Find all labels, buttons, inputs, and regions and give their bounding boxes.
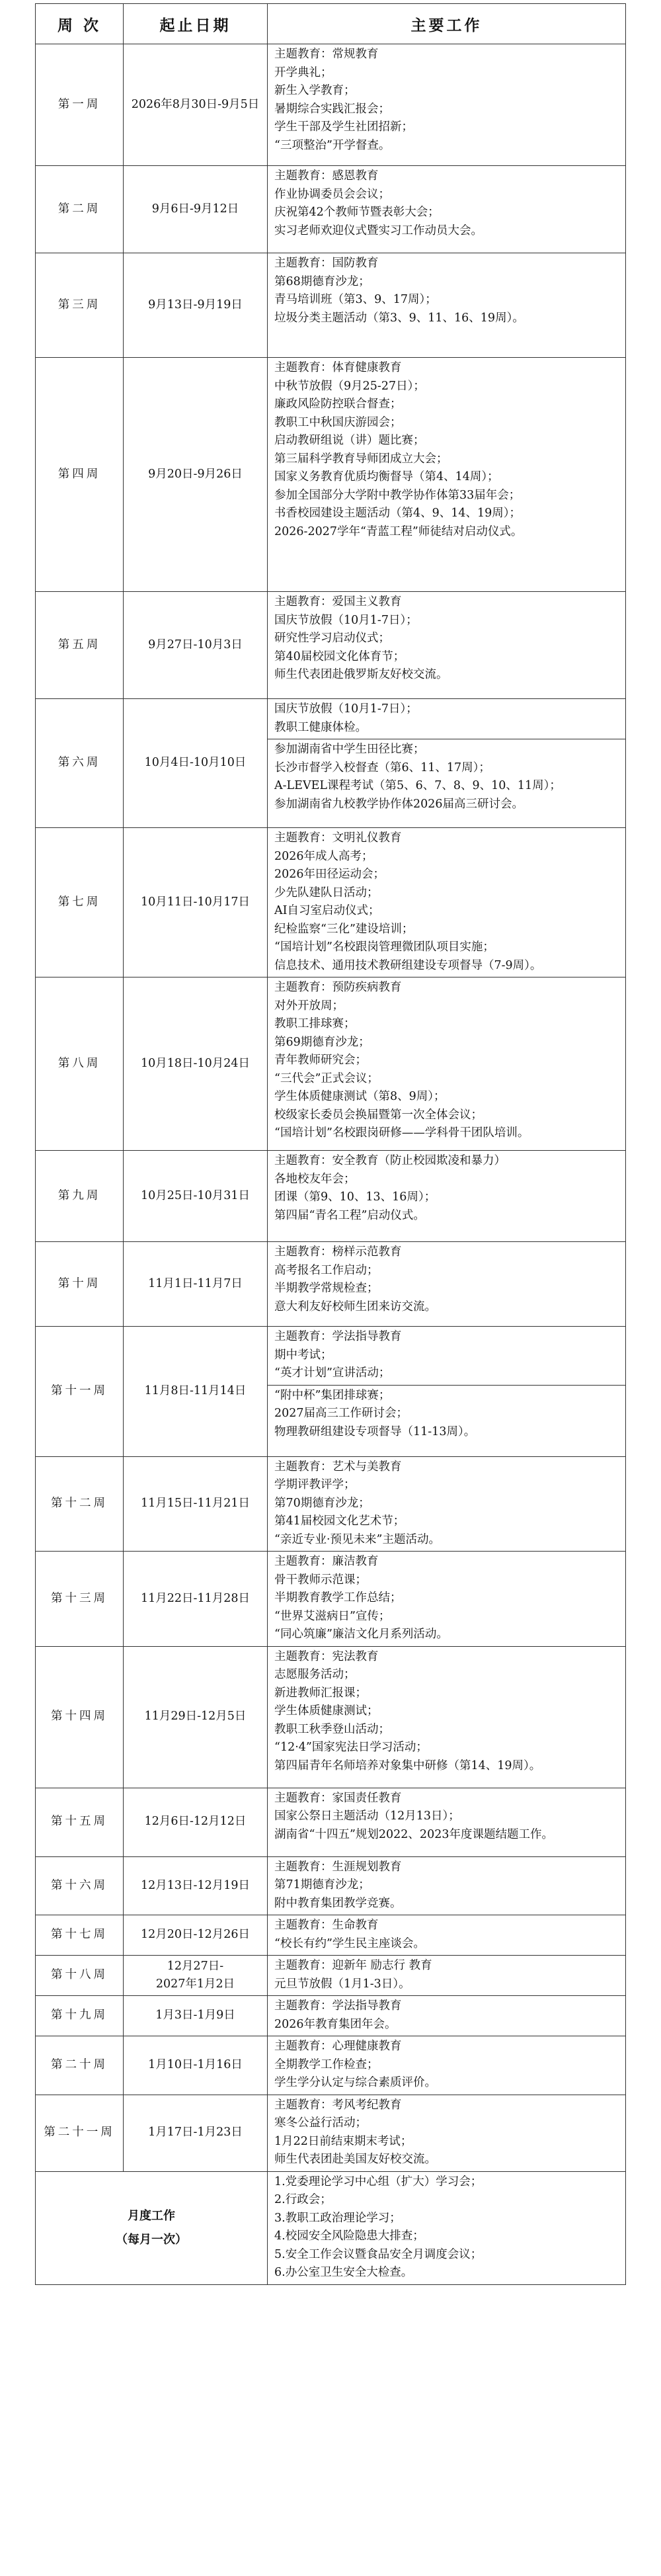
work-cell bbox=[268, 1456, 626, 1552]
work-item: 第68期德育沙龙； bbox=[274, 274, 370, 288]
work-cell bbox=[268, 592, 626, 699]
date-range: 11月8日-11月14日 bbox=[144, 1384, 247, 1397]
date-range: 11月1日-11月7日 bbox=[148, 1276, 243, 1290]
work-item: 1月22日前结束期末考试； bbox=[274, 2134, 412, 2148]
date-cell bbox=[124, 1856, 268, 1915]
schedule-row bbox=[36, 1151, 626, 1242]
work-item: 3.教职工政治理论学习； bbox=[274, 2211, 401, 2225]
schedule-row bbox=[36, 2036, 626, 2095]
work-item: 主题教育：考风考纪教育 bbox=[274, 2098, 402, 2112]
week-cell bbox=[36, 253, 124, 358]
work-item: 骨干教师示范课； bbox=[274, 1573, 367, 1587]
work-item: 第四届“青名工程”启动仪式。 bbox=[274, 1208, 425, 1222]
work-cell bbox=[268, 1646, 626, 1788]
date-range: 11月22日-11月28日 bbox=[141, 1591, 250, 1605]
work-item: 学期评教评学； bbox=[274, 1478, 356, 1491]
work-item: 中秋节放假（9月25-27日）； bbox=[274, 379, 425, 393]
work-item: 庆祝第42个教师节暨表彰大会； bbox=[274, 206, 440, 219]
date-range: 9月6日-9月12日 bbox=[151, 202, 239, 216]
week-cell bbox=[36, 1552, 124, 1647]
work-item: 教职工排球赛； bbox=[274, 1017, 356, 1030]
work-item: 对外开放周； bbox=[274, 999, 344, 1013]
date-cell bbox=[124, 592, 268, 699]
week-cell bbox=[36, 1242, 124, 1327]
work-item: 研究性学习启动仪式； bbox=[274, 632, 390, 645]
work-item: “国培计划”名校跟岗管理微团队项目实施； bbox=[274, 940, 494, 954]
schedule-row bbox=[36, 1956, 626, 1996]
work-item: 参加湖南省中学生田径比赛； bbox=[274, 743, 425, 756]
date-range: 10月18日-10月24日 bbox=[141, 1056, 250, 1070]
work-item: 主题教育：国防教育 bbox=[274, 257, 379, 270]
date-cell bbox=[124, 358, 268, 592]
week-label: 第十二周 bbox=[51, 1497, 108, 1510]
work-item: 青年教师研究会； bbox=[274, 1054, 367, 1067]
work-item: 各地校友年会； bbox=[274, 1172, 356, 1186]
work-item: “世界艾滋病日”宣传； bbox=[274, 1609, 391, 1623]
work-cell bbox=[268, 166, 626, 253]
work-cell bbox=[268, 1151, 626, 1242]
date-range: 2027年1月2日 bbox=[155, 1977, 235, 1991]
week-cell bbox=[36, 1996, 124, 2036]
date-cell bbox=[124, 1646, 268, 1788]
work-cell bbox=[268, 977, 626, 1151]
date-range: 12月13日-12月19日 bbox=[141, 1878, 250, 1892]
work-item: 学生干部及学生社团招新； bbox=[274, 120, 413, 134]
date-cell bbox=[124, 2036, 268, 2095]
week-cell bbox=[36, 44, 124, 166]
work-item: 垃圾分类主题活动（第3、9、11、16、19周）。 bbox=[274, 311, 524, 325]
work-item: 校级家长委员会换届暨第一次全体会议； bbox=[274, 1108, 483, 1122]
date-range: 10月4日-10月10日 bbox=[144, 756, 247, 770]
work-item: 开学典礼； bbox=[274, 65, 332, 79]
date-cell bbox=[124, 1956, 268, 1996]
work-item: 新进教师汇报课； bbox=[274, 1686, 367, 1700]
date-range: 11月29日-12月5日 bbox=[144, 1710, 247, 1724]
work-item: 主题教育：学法指导教育 bbox=[274, 1330, 402, 1343]
week-label: 第十四周 bbox=[51, 1710, 108, 1724]
date-cell bbox=[124, 1327, 268, 1457]
week-cell bbox=[36, 358, 124, 592]
date-cell bbox=[124, 1996, 268, 2036]
work-item: 1.党委理论学习中心组（扩大）学习会； bbox=[274, 2175, 483, 2188]
schedule-row bbox=[36, 828, 626, 977]
work-item: 少先队建队日活动； bbox=[274, 886, 379, 899]
work-cell bbox=[268, 1956, 626, 1996]
week-label: 第一周 bbox=[58, 97, 101, 111]
work-cell bbox=[268, 1242, 626, 1327]
work-item: “同心筑廉”廉洁文化月系列活动。 bbox=[274, 1628, 448, 1641]
work-item: 物理教研组建设专项督导（11-13周）。 bbox=[274, 1425, 476, 1438]
work-item: 附中教育集团教学竞赛。 bbox=[274, 1896, 402, 1910]
work-item: 国庆节放假（10月1-7日）； bbox=[274, 613, 418, 627]
work-item: 学生学分认定与综合素质评价。 bbox=[274, 2076, 436, 2089]
schedule-row bbox=[36, 1327, 626, 1386]
work-item: 主题教育：学法指导教育 bbox=[274, 1999, 402, 2013]
work-item: 主题教育：生涯规划教育 bbox=[274, 1860, 402, 1874]
week-cell bbox=[36, 1646, 124, 1788]
work-item: “12·4”国家宪法日学习活动； bbox=[274, 1741, 428, 1754]
week-label: 第十八周 bbox=[51, 1968, 108, 1982]
work-item: 2026年教育集团年会。 bbox=[274, 2017, 397, 2031]
date-cell bbox=[124, 699, 268, 828]
schedule-row bbox=[36, 253, 626, 358]
work-item: 新生入学教育； bbox=[274, 84, 356, 97]
date-cell bbox=[124, 1915, 268, 1956]
week-cell bbox=[36, 166, 124, 253]
date-cell bbox=[124, 44, 268, 166]
week-label: 第二十一周 bbox=[44, 2126, 115, 2140]
schedule-row bbox=[36, 358, 626, 592]
work-item: 2026年成人高考； bbox=[274, 849, 373, 863]
dates-header: 起止日期 bbox=[124, 4, 268, 44]
work-item: 教职工中秋国庆游园会； bbox=[274, 415, 402, 429]
week-label: 第十九周 bbox=[51, 2009, 108, 2022]
work-item: 信息技术、通用技术教研组建设专项督导（7-9周）。 bbox=[274, 958, 542, 972]
date-range: 12月6日-12月12日 bbox=[144, 1815, 247, 1829]
schedule-row bbox=[36, 699, 626, 739]
week-label: 第八周 bbox=[58, 1056, 101, 1070]
week-cell bbox=[36, 977, 124, 1151]
work-item: 元旦节放假（1月1-3日）。 bbox=[274, 1977, 410, 1991]
work-item: 参加全国部分大学附中教学协作体第33届年会； bbox=[274, 488, 521, 502]
work-item: 主题教育：爱国主义教育 bbox=[274, 595, 402, 608]
week-label: 第十三周 bbox=[51, 1591, 108, 1605]
week-cell bbox=[36, 1956, 124, 1996]
work-item: 湖南省“十四五”规划2022、2023年度课题结题工作。 bbox=[274, 1827, 553, 1841]
week-label: 第六周 bbox=[58, 756, 101, 770]
week-label: 月度工作 bbox=[128, 2208, 175, 2223]
week-label: 第十周 bbox=[58, 1276, 101, 1290]
work-item: 志愿服务活动； bbox=[274, 1668, 356, 1681]
week-cell bbox=[36, 1456, 124, 1552]
work-item: 长沙市督学入校督查（第6、11、17周）； bbox=[274, 761, 490, 774]
week-label: 第十六周 bbox=[51, 1878, 108, 1892]
week-label: 第二十周 bbox=[51, 2058, 108, 2071]
work-item: 主题教育：感恩教育 bbox=[274, 169, 379, 183]
work-item: 主题教育：家国责任教育 bbox=[274, 1791, 402, 1805]
work-item: 主题教育：文明礼仪教育 bbox=[274, 831, 402, 845]
schedule-row bbox=[36, 2171, 626, 2284]
work-cell bbox=[268, 1996, 626, 2036]
date-cell bbox=[124, 2095, 268, 2171]
work-item: 主题教育：廉洁教育 bbox=[274, 1555, 379, 1568]
schedule-row bbox=[36, 2095, 626, 2171]
work-item: 主题教育：榜样示范教育 bbox=[274, 1245, 402, 1259]
work-cell bbox=[268, 1385, 626, 1456]
date-cell bbox=[124, 977, 268, 1151]
work-item: 意大利友好校师生团来访交流。 bbox=[274, 1300, 436, 1313]
work-item: 主题教育：生命教育 bbox=[274, 1919, 379, 1932]
schedule-body bbox=[36, 44, 626, 2285]
schedule-row bbox=[36, 1856, 626, 1915]
work-item: AI自习室启动仪式； bbox=[274, 904, 380, 917]
work-item: 半期教育教学工作总结； bbox=[274, 1591, 402, 1604]
schedule-row bbox=[36, 1915, 626, 1956]
work-item: “三代会”正式会议； bbox=[274, 1071, 379, 1085]
schedule-row bbox=[36, 1996, 626, 2036]
work-item: 第69期德育沙龙； bbox=[274, 1035, 370, 1049]
date-range: 2026年8月30日-9月5日 bbox=[131, 97, 260, 111]
work-item: 2026年田径运动会； bbox=[274, 868, 385, 881]
work-item: 作业协调委员会会议； bbox=[274, 187, 390, 201]
work-item: 2027届高三工作研讨会； bbox=[274, 1407, 408, 1420]
schedule-row bbox=[36, 1788, 626, 1856]
work-item: 廉政风险防控联合督查； bbox=[274, 397, 402, 411]
work-item: 第40届校园文化体育节； bbox=[274, 649, 405, 663]
work-item: 学生体质健康测试（第8、9周）； bbox=[274, 1090, 446, 1103]
work-item: 第三届科学教育导师团成立大会； bbox=[274, 452, 448, 466]
work-item: “校长有约”学生民主座谈会。 bbox=[274, 1936, 425, 1950]
work-item: 第41届校园文化艺术节； bbox=[274, 1515, 405, 1528]
work-header: 主要工作 bbox=[268, 4, 626, 44]
work-item: 第70期德育沙龙； bbox=[274, 1496, 370, 1510]
work-item: 半期教学常规检查； bbox=[274, 1282, 379, 1295]
work-item: “英才计划”宣讲活动； bbox=[274, 1366, 391, 1380]
week-sublabel: （每月一次） bbox=[116, 2232, 187, 2247]
work-item: “亲近专业·预见未来”主题活动。 bbox=[274, 1532, 440, 1546]
date-range: 10月25日-10月31日 bbox=[141, 1188, 250, 1202]
week-cell bbox=[36, 1327, 124, 1457]
schedule-row bbox=[36, 1646, 626, 1788]
work-cell bbox=[268, 739, 626, 828]
week-label: 第二周 bbox=[58, 202, 101, 216]
work-cell bbox=[268, 1856, 626, 1915]
date-range: 1月10日-1月16日 bbox=[148, 2058, 243, 2071]
work-cell bbox=[268, 358, 626, 592]
week-cell bbox=[36, 1856, 124, 1915]
work-item: 主题教育：艺术与美教育 bbox=[274, 1460, 402, 1474]
week-cell bbox=[36, 1915, 124, 1956]
week-header: 周 次 bbox=[36, 4, 124, 44]
work-item: 主题教育：心理健康教育 bbox=[274, 2040, 402, 2053]
work-cell bbox=[268, 2095, 626, 2171]
week-cell bbox=[36, 2095, 124, 2171]
work-item: 实习老师欢迎仪式暨实习工作动员大会。 bbox=[274, 224, 483, 237]
date-range: 1月3日-1月9日 bbox=[155, 2009, 235, 2022]
work-item: A-LEVEL课程考试（第5、6、7、8、9、10、11周）； bbox=[274, 779, 561, 792]
date-range: 11月15日-11月21日 bbox=[141, 1497, 250, 1510]
work-item: 第四届青年名师培养对象集中研修（第14、19周）。 bbox=[274, 1759, 541, 1772]
work-cell bbox=[268, 699, 626, 739]
work-item: 主题教育：迎新年 励志行 教育 bbox=[274, 1959, 432, 1972]
work-item: 主题教育：宪法教育 bbox=[274, 1649, 379, 1663]
week-label: 第七周 bbox=[58, 895, 101, 909]
work-cell bbox=[268, 828, 626, 977]
work-item: 高考报名工作启动； bbox=[274, 1263, 379, 1277]
work-cell bbox=[268, 2171, 626, 2284]
work-item: 主题教育：安全教育（防止校园欺凌和暴力） bbox=[274, 1154, 506, 1167]
work-item: 2.行政会； bbox=[274, 2193, 332, 2206]
date-cell bbox=[124, 1552, 268, 1647]
schedule-row bbox=[36, 166, 626, 253]
work-item: “三项整治”开学督查。 bbox=[274, 138, 391, 152]
schedule-row bbox=[36, 977, 626, 1151]
work-item: 寒冬公益行活动； bbox=[274, 2116, 367, 2130]
date-cell bbox=[124, 1242, 268, 1327]
work-item: “国培计划”名校跟岗研修——学科骨干团队培训。 bbox=[274, 1126, 529, 1140]
schedule-table bbox=[35, 3, 626, 2285]
work-item: 5.安全工作会议暨食品安全月调度会议； bbox=[274, 2247, 483, 2261]
date-cell bbox=[124, 1151, 268, 1242]
date-cell bbox=[124, 253, 268, 358]
date-range: 10月11日-10月17日 bbox=[141, 895, 250, 909]
schedule-row bbox=[36, 592, 626, 699]
week-label: 第十一周 bbox=[51, 1384, 108, 1397]
date-range: 9月27日-10月3日 bbox=[148, 638, 243, 651]
week-cell bbox=[36, 2036, 124, 2095]
week-cell bbox=[36, 592, 124, 699]
work-item: 参加湖南省九校教学协作体2026届高三研讨会。 bbox=[274, 797, 524, 811]
work-cell bbox=[268, 1788, 626, 1856]
work-item: 启动教研组说（讲）题比赛； bbox=[274, 434, 425, 447]
work-item: 主题教育：常规教育 bbox=[274, 48, 379, 61]
work-item: 全期教学工作检查； bbox=[274, 2057, 379, 2071]
work-item: 2026-2027学年“青蓝工程”师徒结对启动仪式。 bbox=[274, 524, 523, 538]
date-cell bbox=[124, 1788, 268, 1856]
work-item: 学生体质健康测试； bbox=[274, 1704, 379, 1718]
work-item: 国庆节放假（10月1-7日）； bbox=[274, 702, 418, 716]
date-cell bbox=[124, 166, 268, 253]
work-cell bbox=[268, 253, 626, 358]
date-range: 12月27日- bbox=[167, 1959, 224, 1973]
work-item: 期中考试； bbox=[274, 1348, 332, 1362]
week-label: 第五周 bbox=[58, 638, 101, 651]
date-cell bbox=[124, 1456, 268, 1552]
week-label: 第十五周 bbox=[51, 1815, 108, 1829]
work-item: 团课（第9、10、13、16周）； bbox=[274, 1190, 436, 1204]
week-label: 第三周 bbox=[58, 298, 101, 312]
work-item: “附中杯”集团排球赛； bbox=[274, 1388, 391, 1402]
work-item: 教职工秋季登山活动； bbox=[274, 1722, 390, 1736]
work-item: 4.校园安全风险隐患大排查； bbox=[274, 2229, 424, 2243]
work-item: 暑期综合实践汇报会； bbox=[274, 102, 390, 116]
week-cell bbox=[36, 828, 124, 977]
date-cell bbox=[124, 828, 268, 977]
work-item: 国家义务教育优质均衡督导（第4、14周）； bbox=[274, 470, 499, 483]
week-cell bbox=[36, 1788, 124, 1856]
date-range: 9月20日-9月26日 bbox=[148, 467, 243, 481]
monthly-work-label bbox=[36, 2171, 268, 2284]
week-label: 第十七周 bbox=[51, 1928, 108, 1942]
work-item: 教职工健康体检。 bbox=[274, 720, 367, 734]
work-item: 青马培训班（第3、9、17周）； bbox=[274, 293, 437, 306]
schedule-row bbox=[36, 44, 626, 166]
work-cell bbox=[268, 2036, 626, 2095]
schedule-row bbox=[36, 1552, 626, 1647]
date-range: 9月13日-9月19日 bbox=[148, 298, 243, 312]
work-item: 主题教育：体育健康教育 bbox=[274, 361, 402, 374]
work-item: 主题教育：预防疾病教育 bbox=[274, 981, 402, 994]
week-cell bbox=[36, 699, 124, 828]
work-item: 师生代表团赴俄罗斯友好校交流。 bbox=[274, 668, 448, 681]
work-item: 书香校园建设主题活动（第4、9、14、19周）； bbox=[274, 507, 522, 520]
work-cell bbox=[268, 1327, 626, 1386]
work-item: 第71期德育沙龙； bbox=[274, 1878, 370, 1891]
week-label: 第四周 bbox=[58, 467, 101, 481]
week-cell bbox=[36, 1151, 124, 1242]
schedule-row bbox=[36, 1242, 626, 1327]
date-range: 12月20日-12月26日 bbox=[141, 1928, 250, 1942]
schedule-row bbox=[36, 1456, 626, 1552]
work-item: 纪检监察“三化”建设培训； bbox=[274, 922, 414, 936]
header-row bbox=[36, 4, 626, 44]
date-range: 1月17日-1月23日 bbox=[148, 2126, 243, 2140]
work-item: 师生代表团赴美国友好校交流。 bbox=[274, 2153, 436, 2166]
week-label: 第九周 bbox=[58, 1188, 101, 1202]
work-cell bbox=[268, 1552, 626, 1647]
work-item: 国家公祭日主题活动（12月13日）； bbox=[274, 1809, 460, 1823]
work-cell bbox=[268, 44, 626, 166]
work-item: 6.办公室卫生安全大检查。 bbox=[274, 2266, 413, 2279]
work-cell bbox=[268, 1915, 626, 1956]
